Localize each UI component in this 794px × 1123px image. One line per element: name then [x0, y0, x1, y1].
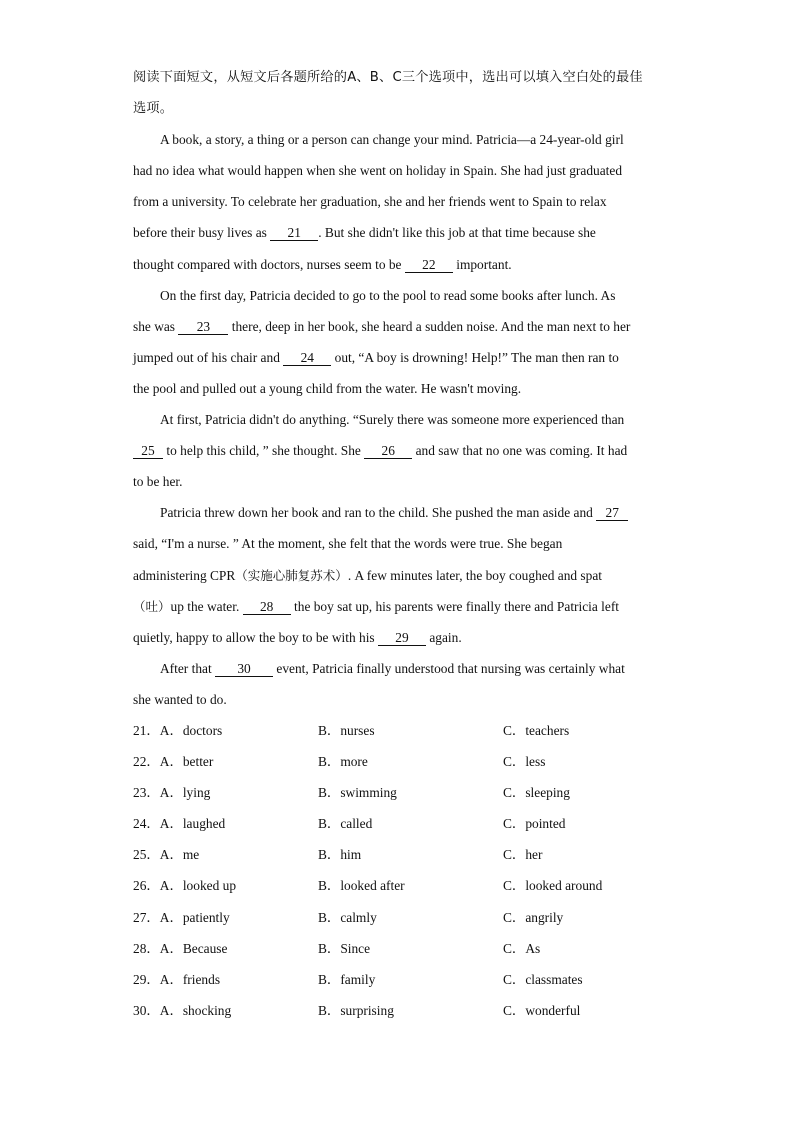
p2-line-2-a: she was — [133, 318, 176, 334]
question-number: 23． — [133, 785, 160, 801]
question-number: 25． — [133, 847, 160, 863]
p3-line-1: At first, Patricia didn't do anything. “Surely there was someone more experienced than — [160, 412, 625, 428]
option-a[interactable] — [133, 746, 213, 777]
option-b[interactable]: B．family — [318, 971, 376, 987]
blank-28: 28 — [243, 600, 291, 615]
option-c[interactable]: C．sleeping — [503, 785, 570, 801]
option-c[interactable]: C．her — [503, 847, 543, 863]
p5-line-1-b: event, Patricia finally understood that nursing was certainly what — [276, 660, 625, 676]
question-row — [133, 808, 661, 839]
question-row — [133, 715, 661, 746]
p4-line-1 — [133, 497, 661, 528]
p3-line-2-b: and saw that no one was coming. It had — [415, 443, 628, 459]
p4-line-5 — [133, 622, 661, 653]
option-b[interactable]: B．surprising — [318, 1002, 394, 1018]
blank-26: 26 — [364, 444, 412, 459]
option-a-text: A．Because — [159, 940, 228, 956]
p1-line-5-b: important. — [456, 256, 512, 272]
option-b[interactable]: B．looked after — [318, 878, 405, 894]
p3-line-3: to be her. — [133, 474, 183, 490]
p1-line-5-a: thought compared with doctors, nurses seem to be — [133, 256, 402, 272]
option-a[interactable] — [133, 870, 236, 901]
option-a[interactable] — [133, 777, 210, 808]
question-row — [133, 902, 661, 933]
question-number: 24． — [133, 816, 160, 832]
option-a-text: A．me — [159, 847, 200, 863]
question-number: 27． — [133, 909, 160, 925]
option-b[interactable]: B．nurses — [318, 722, 375, 738]
p1-line-5 — [133, 249, 661, 280]
p4-line-3-cjk: （实施心肺复苏术） — [235, 567, 348, 583]
instructions-line-1: 阅读下面短文，从短文后各题所给的A、B、C三个选项中，选出可以填入空白处的最佳 — [133, 70, 643, 85]
question-row — [133, 839, 661, 870]
p4-line-4-cjk: （吐） — [133, 598, 171, 614]
question-number: 28． — [133, 940, 160, 956]
blank-24: 24 — [283, 351, 331, 366]
option-a-text: A．patiently — [159, 909, 230, 925]
p4-line-4-b: the boy sat up, his parents were finally there and Patricia left — [294, 598, 620, 614]
question-row — [133, 777, 661, 808]
p4-line-3 — [133, 560, 661, 591]
p4-line-5-b: again. — [429, 629, 462, 645]
option-a-text: A．better — [159, 754, 214, 770]
blank-25: 25 — [133, 444, 163, 459]
p1-line-4-a: before their busy lives as — [133, 225, 267, 241]
option-c[interactable]: C．teachers — [503, 722, 570, 738]
question-number: 29． — [133, 971, 160, 987]
option-b[interactable]: B．calmly — [318, 909, 377, 925]
question-row — [133, 870, 661, 901]
option-a[interactable] — [133, 995, 231, 1026]
p4-line-1-a: Patricia threw down her book and ran to the child. She pushed the man aside and — [160, 505, 593, 521]
p4-line-4-a: up the water. — [170, 598, 240, 614]
blank-29: 29 — [378, 631, 426, 646]
question-list — [133, 715, 661, 1026]
option-c[interactable]: C．wonderful — [503, 1002, 581, 1018]
option-a-text: A．shocking — [159, 1002, 232, 1018]
option-a[interactable] — [133, 839, 199, 870]
p2-line-3-a: jumped out of his chair and — [133, 349, 280, 365]
option-a[interactable] — [133, 964, 220, 995]
exam-page — [133, 62, 661, 1026]
option-a[interactable] — [133, 933, 227, 964]
option-b[interactable]: B．more — [318, 754, 368, 770]
p1-line-2: had no idea what would happen when she went on holiday in Spain. She had just graduated — [133, 163, 623, 179]
question-number: 30． — [133, 1002, 160, 1018]
p2-line-2-b: there, deep in her book, she heard a sudden noise. And the man next to her — [231, 318, 631, 334]
option-a[interactable] — [133, 808, 225, 839]
option-a-text: A．lying — [159, 785, 211, 801]
option-c[interactable]: C．angrily — [503, 909, 564, 925]
question-number: 22． — [133, 754, 160, 770]
blank-23: 23 — [178, 320, 228, 335]
option-b[interactable]: B．swimming — [318, 785, 397, 801]
question-row — [133, 746, 661, 777]
option-b[interactable]: B．him — [318, 847, 362, 863]
p3-line-2-a: to help this child, ” she thought. She — [166, 443, 361, 459]
p2-line-3-b: out, “A boy is drowning! Help!” The man then ran to — [334, 349, 619, 365]
blank-27: 27 — [596, 506, 628, 521]
p2-line-3 — [133, 342, 661, 373]
question-row — [133, 995, 661, 1026]
question-row — [133, 933, 661, 964]
p1-line-4-b: . But she didn't like this job at that time because she — [318, 225, 596, 241]
p2-line-2 — [133, 311, 661, 342]
blank-22: 22 — [405, 258, 453, 273]
p1-line-3: from a university. To celebrate her graduation, she and her friends went to Spain to relax — [133, 194, 607, 210]
question-number: 21． — [133, 722, 160, 738]
option-c[interactable]: C．As — [503, 940, 541, 956]
p2-line-1: On the first day, Patricia decided to go to the pool to read some books after lunch. As — [160, 287, 616, 303]
p4-line-3-b: . A few minutes later, the boy coughed and spat — [347, 567, 603, 583]
blank-21: 21 — [270, 226, 318, 241]
option-c[interactable]: C．looked around — [503, 878, 603, 894]
p5-line-1-a: After that — [160, 660, 212, 676]
option-b[interactable]: B．called — [318, 816, 373, 832]
option-c[interactable]: C．pointed — [503, 816, 566, 832]
option-b[interactable]: B．Since — [318, 940, 371, 956]
p2-line-4: the pool and pulled out a young child from the water. He wasn't moving. — [133, 380, 522, 396]
p1-line-1: A book, a story, a thing or a person can change your mind. Patricia—a 24-year-old girl — [160, 132, 624, 148]
option-a-text: A．looked up — [159, 878, 237, 894]
option-a-text: A．friends — [159, 971, 221, 987]
p4-line-4 — [133, 591, 661, 622]
option-a-text: A．doctors — [159, 722, 223, 738]
question-number: 26． — [133, 878, 160, 894]
p4-line-3-a: administering CPR — [133, 567, 236, 583]
option-a[interactable] — [133, 902, 230, 933]
blank-30: 30 — [215, 662, 273, 677]
option-c[interactable]: C．less — [503, 754, 546, 770]
option-c[interactable]: C．classmates — [503, 971, 583, 987]
p3-line-2 — [133, 435, 661, 466]
p4-line-5-a: quietly, happy to allow the boy to be with his — [133, 629, 375, 645]
p5-line-2: she wanted to do. — [133, 691, 227, 707]
p1-line-4 — [133, 217, 661, 248]
p5-line-1 — [133, 653, 661, 684]
p4-line-2: said, “I'm a nurse. ” At the moment, she felt that the words were true. She began — [133, 536, 563, 552]
instructions-line-2: 选项。 — [133, 101, 174, 117]
question-row — [133, 964, 661, 995]
option-a[interactable] — [133, 715, 222, 746]
option-a-text: A．laughed — [159, 816, 226, 832]
